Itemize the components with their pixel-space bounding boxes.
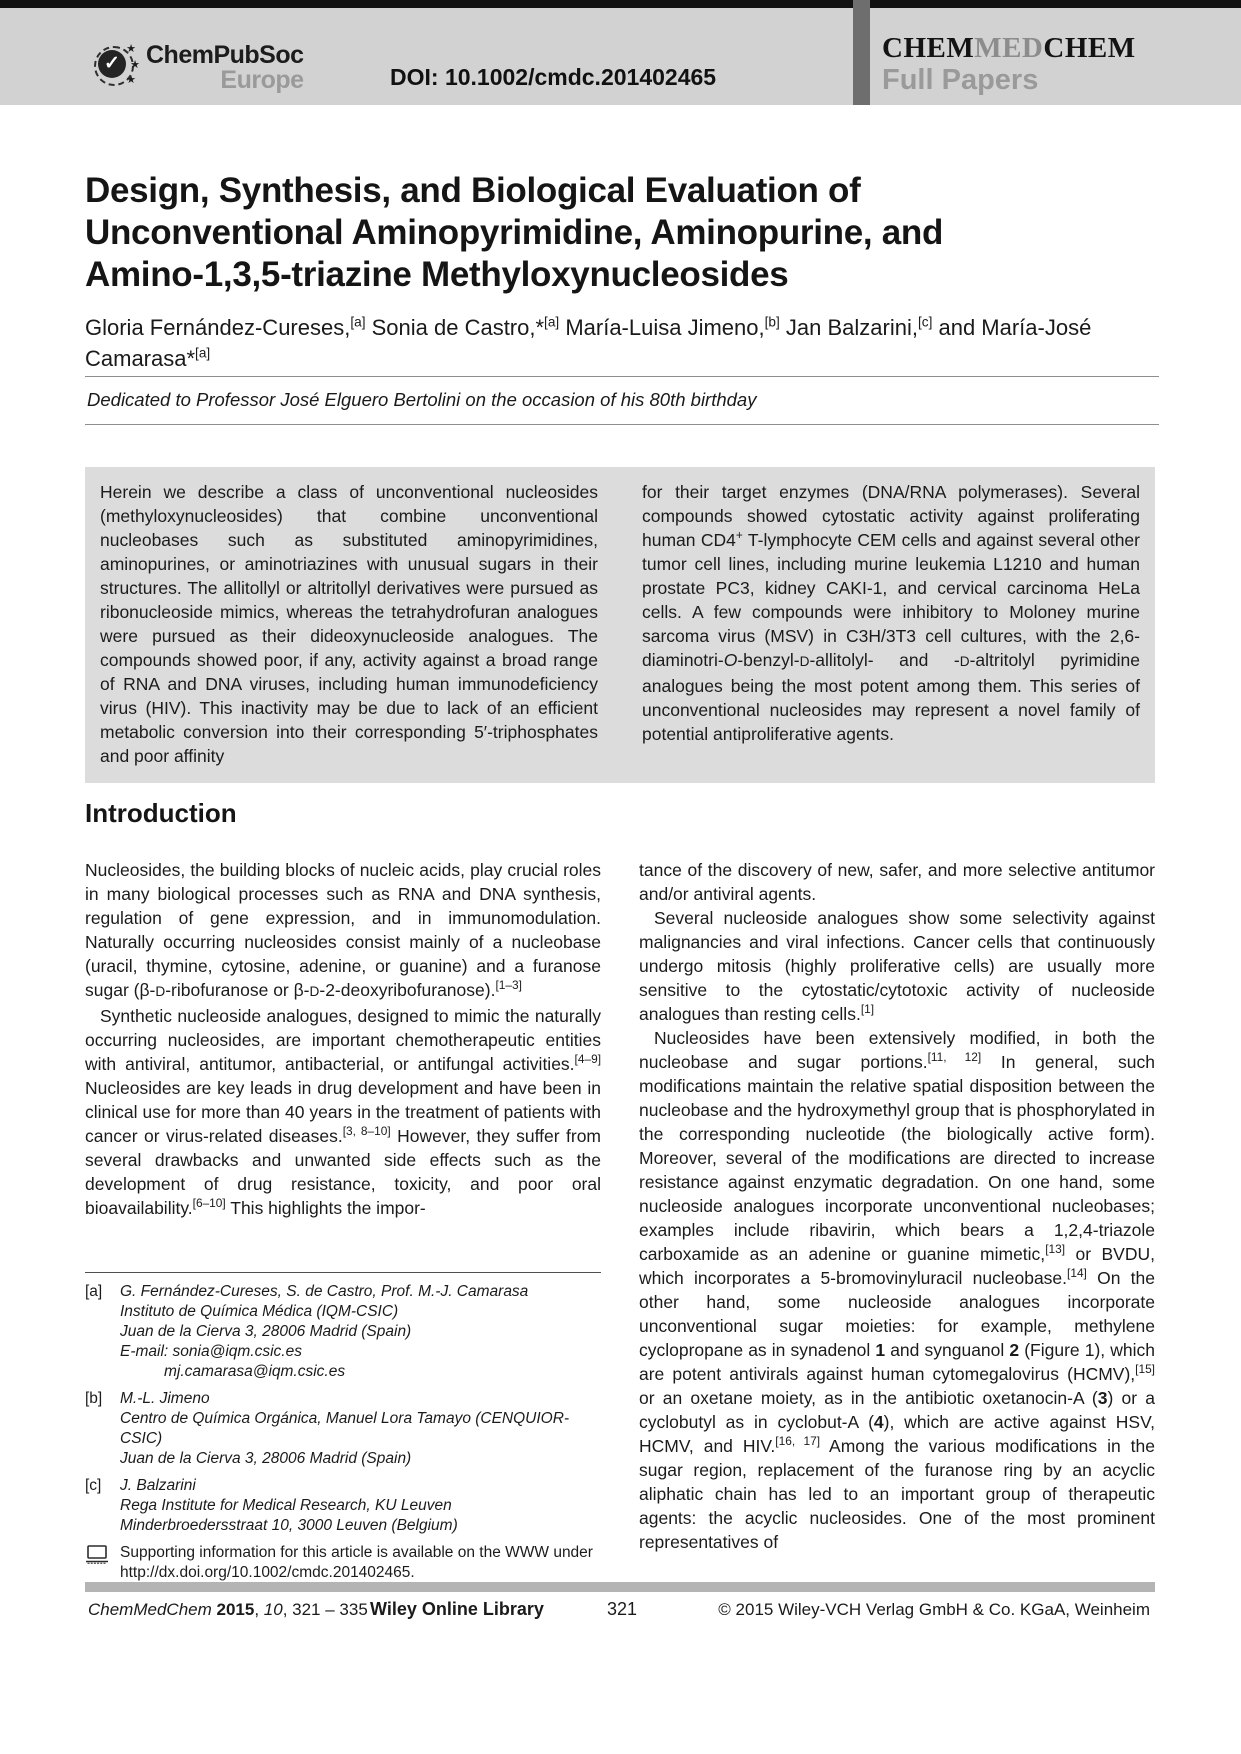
footnote-b xyxy=(85,1389,601,1469)
wiley-online-library-label: Wiley Online Library xyxy=(370,1599,544,1619)
paragraph: Several nucleoside analogues show some selectivity against malignancies and viral infections. Cancer cells that continuously undergo mitosis (highly proliferative cells) are usually more sensitive to the cytostatic/cytotoxic activity of nucleoside analogues than resting cells.[1] xyxy=(639,908,1155,1024)
body-column-left xyxy=(85,858,601,1220)
supporting-info-url: http://dx.doi.org/10.1002/cmdc.201402465. xyxy=(120,1564,415,1581)
footnote-email-line: E-mail: sonia@iqm.csic.es xyxy=(120,1343,302,1360)
footnote-body xyxy=(120,1543,593,1583)
supporting-info-note xyxy=(85,1543,601,1583)
footnote-line: Centro de Química Orgánica, Manuel Lora Tamayo (CENQUIOR-CSIC) xyxy=(120,1410,570,1447)
footnote-a xyxy=(85,1282,601,1382)
star-icon: ★ xyxy=(126,43,136,55)
doi-text: DOI: 10.1002/cmdc.201402465 xyxy=(390,64,717,90)
footnote-line: M.-L. Jimeno xyxy=(120,1390,210,1407)
article-type-label: Full Papers xyxy=(882,64,1039,96)
publisher-region: Europe xyxy=(220,66,304,94)
header-divider-bar xyxy=(853,0,870,105)
footnote-body xyxy=(120,1476,458,1536)
star-icon: ★ xyxy=(126,74,136,86)
title-line-3: Amino-1,3,5-triazine Methyloxynucleosides xyxy=(85,255,789,294)
article-title xyxy=(85,170,1125,296)
publisher-logo-text xyxy=(146,42,304,93)
title-line-1: Design, Synthesis, and Biological Evaluation of xyxy=(85,171,861,210)
title-line-2: Unconventional Aminopyrimidine, Aminopurine, and xyxy=(85,213,944,252)
footnote-email-line: mj.camarasa@iqm.csic.es xyxy=(164,1363,346,1380)
abstract-right-column: for their target enzymes (DNA/RNA polymerases). Several compounds showed cytostatic activity against proliferating human CD4+ T-lymphocyte CEM cells and against several other tumor cell lines, including murine leukemia L1210 and human prostate PC3, kidney CAKI-1, and cervical carcinoma HeLa cells. A few compounds were inhibitory to Moloney murine sarcoma virus (MSV) in C3H/3T3 cell cultures, with the 2,6-diaminotri-O-benzyl-D-allitolyl- and -D-altritolyl pyrimidine analogues being the most potent among them. This series of unconventional nucleosides may represent a novel family of potential antiproliferative agents. xyxy=(642,482,1140,744)
footnotes-block xyxy=(85,1272,601,1590)
footnote-line: Rega Institute for Medical Research, KU Leuven xyxy=(120,1497,452,1514)
footer-rule-bar xyxy=(85,1582,1155,1592)
footnote-line: G. Fernández-Cureses, S. de Castro, Prof. M.-J. Camarasa xyxy=(120,1283,529,1300)
page-number: 321 xyxy=(607,1599,638,1619)
top-black-bar xyxy=(0,0,1241,8)
footnote-label: [b] xyxy=(85,1390,103,1407)
publisher-name: ChemPubSoc xyxy=(146,41,304,69)
computer-icon xyxy=(85,1543,111,1583)
paragraph: Nucleosides have been extensively modified, in both the nucleobase and sugar portions.[11, 12] In general, such modifications maintain the relative spatial disposition between the nucleobase and the hydroxymethyl group that is phosphorylated in the corresponding nucleotide (the biologically active form). Moreover, several of the modifications are directed to increase resistance against enzymatic degradation. On one hand, some nucleoside analogues incorporate unconventional nucleobases; examples include ribavirin, which bears a 1,2,4-triazole carboxamide as an adenine or guanine mimetic,[13] or BVDU, which incorporates a 5-bromovinyluracil nucleobase.[14] On the other hand, some nucleoside analogues incorporate unconventional sugar moieties: for example, methylene cyclopropane as in synadenol 1 and synguanol 2 (Figure 1), which are potent antivirals against human cytomegalovirus (HCMV),[15] or an oxetane moiety, as in the antibiotic oxetanocin-A (3) or a cyclobutyl as in cyclobut-A (4), which are active against HSV, HCMV, and HIV.[16, 17] Among the various modifications in the sugar region, replacement of the furanose ring by an acyclic aliphatic chain has led to an important group of therapeutic agents: the acyclic nucleosides. One of the most prominent representatives of xyxy=(639,1028,1156,1552)
footnote-body xyxy=(120,1282,528,1382)
body-column-right xyxy=(639,858,1155,1554)
abstract-left-column: Herein we describe a class of unconventional nucleosides (methyloxynucleosides) that combine unconventional nucleobases such as substituted aminopyrimidines, aminopurines, or aminotriazines with unusual sugars in their structures. The allitollyl or altritollyl derivatives were pursued as ribonucleoside mimics, whereas the tetrahydrofuran analogues were pursued as their dideoxynucleoside analogues. The compounds showed poor, if any, activity against a broad range of RNA and DNA viruses, including human immunodeficiency virus (HIV). This inactivity may be due to lack of an efficient metabolic conversion into their corresponding 5′-triphosphates and poor affinity xyxy=(100,482,598,766)
paragraph: tance of the discovery of new, safer, and more selective antitumor and/or antiviral agents. xyxy=(639,860,1155,904)
dedication-text: Dedicated to Professor José Elguero Bertolini on the occasion of his 80th birthday xyxy=(85,376,1159,425)
footnote-line: Juan de la Cierva 3, 28006 Madrid (Spain) xyxy=(120,1450,412,1467)
footnote-body xyxy=(120,1389,601,1469)
footnote-line: Instituto de Química Médica (IQM-CSIC) xyxy=(120,1303,399,1320)
journal-name-part3: CHEM xyxy=(1043,32,1136,64)
author-list: Gloria Fernández-Cureses,[a] Sonia de Castro,*[a] María-Luisa Jimeno,[b] Jan Balzarini,[c] and María-José Camarasa*[a] xyxy=(85,314,1092,371)
paragraph: Nucleosides, the building blocks of nucleic acids, play crucial roles in many biological processes such as RNA and DNA synthesis, regulation of gene expression, and in immunomodulation. Naturally occurring nucleosides consist mainly of a nucleobase (uracil, thymine, cytosine, adenine, or guanine) and a furanose sugar (β-D-ribofuranose or β-D-2-deoxyribofuranose).[1–3] xyxy=(85,860,601,1000)
paragraph: Synthetic nucleoside analogues, designed to mimic the naturally occurring nucleosides, are important chemotherapeutic entities with antiviral, antitumor, antibacterial, or antifungal activities.[4–9] Nucleosides are key leads in drug development and have been in clinical use for more than 40 years in the treatment of patients with cancer or virus-related diseases.[3, 8–10] However, they suffer from several drawbacks and unwanted side effects such as the development of drug resistance, toxicity, and poor oral bioavailability.[6–10] This highlights the impor- xyxy=(85,1006,602,1218)
journal-name-part2: MED xyxy=(974,32,1044,64)
footnote-line: Minderbroedersstraat 10, 3000 Leuven (Belgium) xyxy=(120,1517,458,1534)
star-icon: ★ xyxy=(130,59,140,71)
journal-name xyxy=(882,33,1136,63)
publisher-logo xyxy=(94,42,304,93)
footnote-line: Juan de la Cierva 3, 28006 Madrid (Spain) xyxy=(120,1323,412,1340)
abstract-box xyxy=(85,467,1155,783)
check-mark: ✓ xyxy=(98,50,126,78)
footnote-c xyxy=(85,1476,601,1536)
copyright-notice: © 2015 Wiley-VCH Verlag GmbH & Co. KGaA, Weinheim xyxy=(718,1600,1150,1619)
footnote-line: J. Balzarini xyxy=(120,1477,196,1494)
footnote-label: [a] xyxy=(85,1283,103,1300)
footnote-label: [c] xyxy=(85,1477,102,1494)
section-heading-introduction: Introduction xyxy=(85,798,237,828)
journal-reference: ChemMedChem 2015, 10, 321 – 335 xyxy=(88,1600,368,1619)
chempubsoc-icon xyxy=(94,42,138,90)
journal-name-part1: CHEM xyxy=(882,32,975,64)
footnote-line: Supporting information for this article is available on the WWW under xyxy=(120,1544,593,1561)
